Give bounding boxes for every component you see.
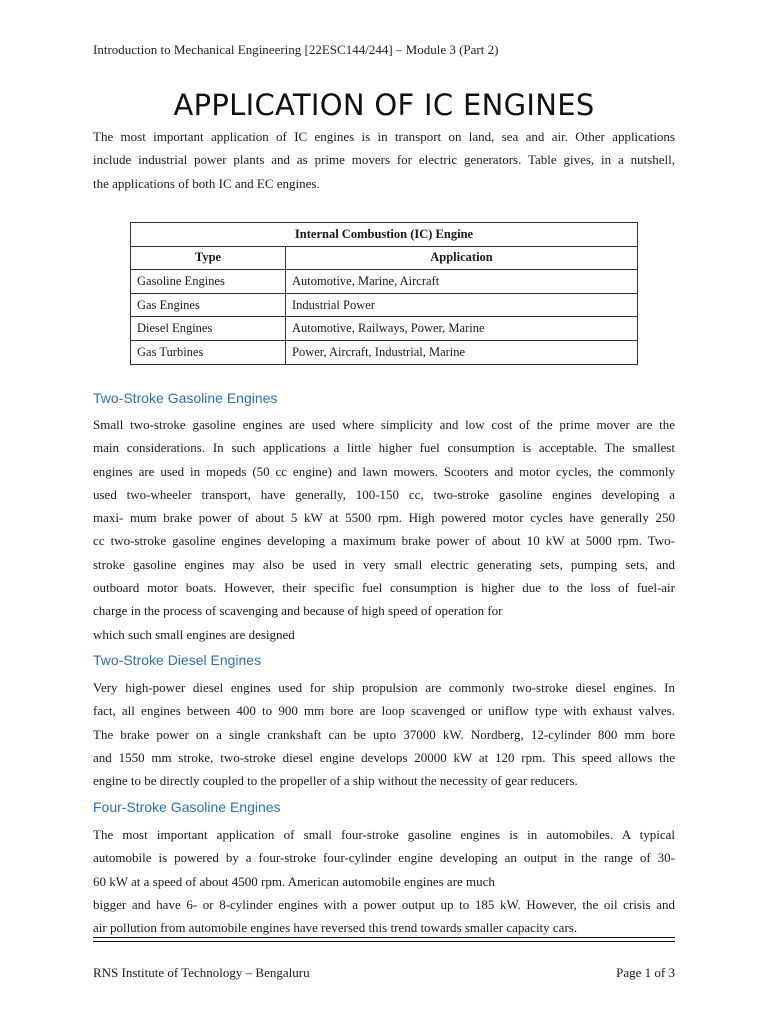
table-caption: Internal Combustion (IC) Engine [131,223,638,247]
section-heading-four-stroke-gasoline: Four-Stroke Gasoline Engines [93,799,281,815]
column-header-application: Application [286,246,638,270]
text-line: automobile is powered by a four-stroke four-cylinder engine developing an output in the range of 30- [93,850,675,866]
section-paragraph-two-stroke-gasoline [93,413,675,646]
text-line: The most important application of IC engines is in transport on land, sea and air. Other applications [93,129,675,144]
text-line: air pollution from automobile engines have reversed this trend towards smaller capacity cars. [93,920,578,936]
column-header-type: Type [131,246,286,270]
table-cell-type: Gasoline Engines [131,270,286,294]
text-line: outboard motor boats. However, their specific fuel consumption is higher due to the loss of fuel-air [93,580,675,596]
text-line: Small two-stroke gasoline engines are used where simplicity and low cost of the prime mover are the [93,417,675,432]
text-line: engine to be directly coupled to the propeller of a ship without the necessity of gear reducers. [93,773,578,789]
page-title: APPLICATION OF IC ENGINES [173,88,595,122]
text-line: cc two-stroke gasoline engines developing a maximum brake power of about 10 kW at 5000 rpm. Two- [93,533,675,549]
table-cell-type: Diesel Engines [131,317,286,341]
text-line: and 1550 mm stroke, two-stroke diesel engine develops 20000 kW at 120 rpm. This speed allows the [93,749,675,765]
text-line: bigger and have 6- or 8-cylinder engines with a power output up to 185 kW. However, the oil crisis and [93,896,675,912]
table-row [131,340,638,364]
section-paragraph-two-stroke-diesel [93,676,675,792]
text-line: main considerations. In such applications a little higher fuel consumption is acceptable. The smallest [93,440,675,456]
section-paragraph-four-stroke-gasoline [93,823,675,939]
text-line: Very high-power diesel engines used for ship propulsion are commonly two-stroke diesel engines. In [93,680,675,695]
table-cell-type: Gas Turbines [131,340,286,364]
text-line: maxi- mum brake power of about 5 kW at 5500 rpm. High powered motor cycles have generally 250 [93,510,675,526]
table-cell-application: Industrial Power [286,293,638,317]
text-line: stroke gasoline engines may also be used in very small electric generating sets, pumping sets, and [93,556,675,572]
text-line: The most important application of small four-stroke gasoline engines is in automobiles. A typical [93,827,675,842]
text-line: the applications of both IC and EC engines. [93,175,320,191]
table-cell-application: Power, Aircraft, Industrial, Marine [286,340,638,364]
text-line: The brake power on a single crankshaft can be upto 37000 kW. Nordberg, 12-cylinder 800 mm bore [93,726,675,742]
table-cell-type: Gas Engines [131,293,286,317]
table-row [131,317,638,341]
text-line: which such small engines are designed [93,626,295,642]
table-row [131,293,638,317]
footer-page-number: Page 1 of 3 [616,965,675,980]
table-cell-application: Automotive, Marine, Aircraft [286,270,638,294]
section-heading-two-stroke-diesel: Two-Stroke Diesel Engines [93,652,262,668]
text-line: engines are used in mopeds (50 cc engine) and lawn mowers. Scooters and motor cycles, the commonly [93,463,675,479]
footer-institute: RNS Institute of Technology – Bengaluru [93,965,310,980]
ic-engine-applications-table [130,222,638,365]
text-line: 60 kW at a speed of about 4500 rpm. American automobile engines are much [93,873,495,889]
text-line: fact, all engines between 400 to 900 mm bore are loop scavenged or uniflow type with exhaust valves. [93,703,675,719]
intro-paragraph [93,125,675,195]
table-row [131,270,638,294]
table-cell-application: Automotive, Railways, Power, Marine [286,317,638,341]
text-line: charge in the process of scavenging and because of high speed of operation for [93,603,503,619]
footer-divider [93,937,675,938]
page-header: Introduction to Mechanical Engineering [22ESC144/244] – Module 3 (Part 2) [93,42,499,57]
text-line: include industrial power plants and as prime movers for electric generators. Table gives, in a nutshell, [93,152,675,168]
section-heading-two-stroke-gasoline: Two-Stroke Gasoline Engines [93,390,278,406]
footer-divider [93,941,675,942]
text-line: used two-wheeler transport, have generally, 100-150 cc, two-stroke gasoline engines developing a [93,486,675,502]
